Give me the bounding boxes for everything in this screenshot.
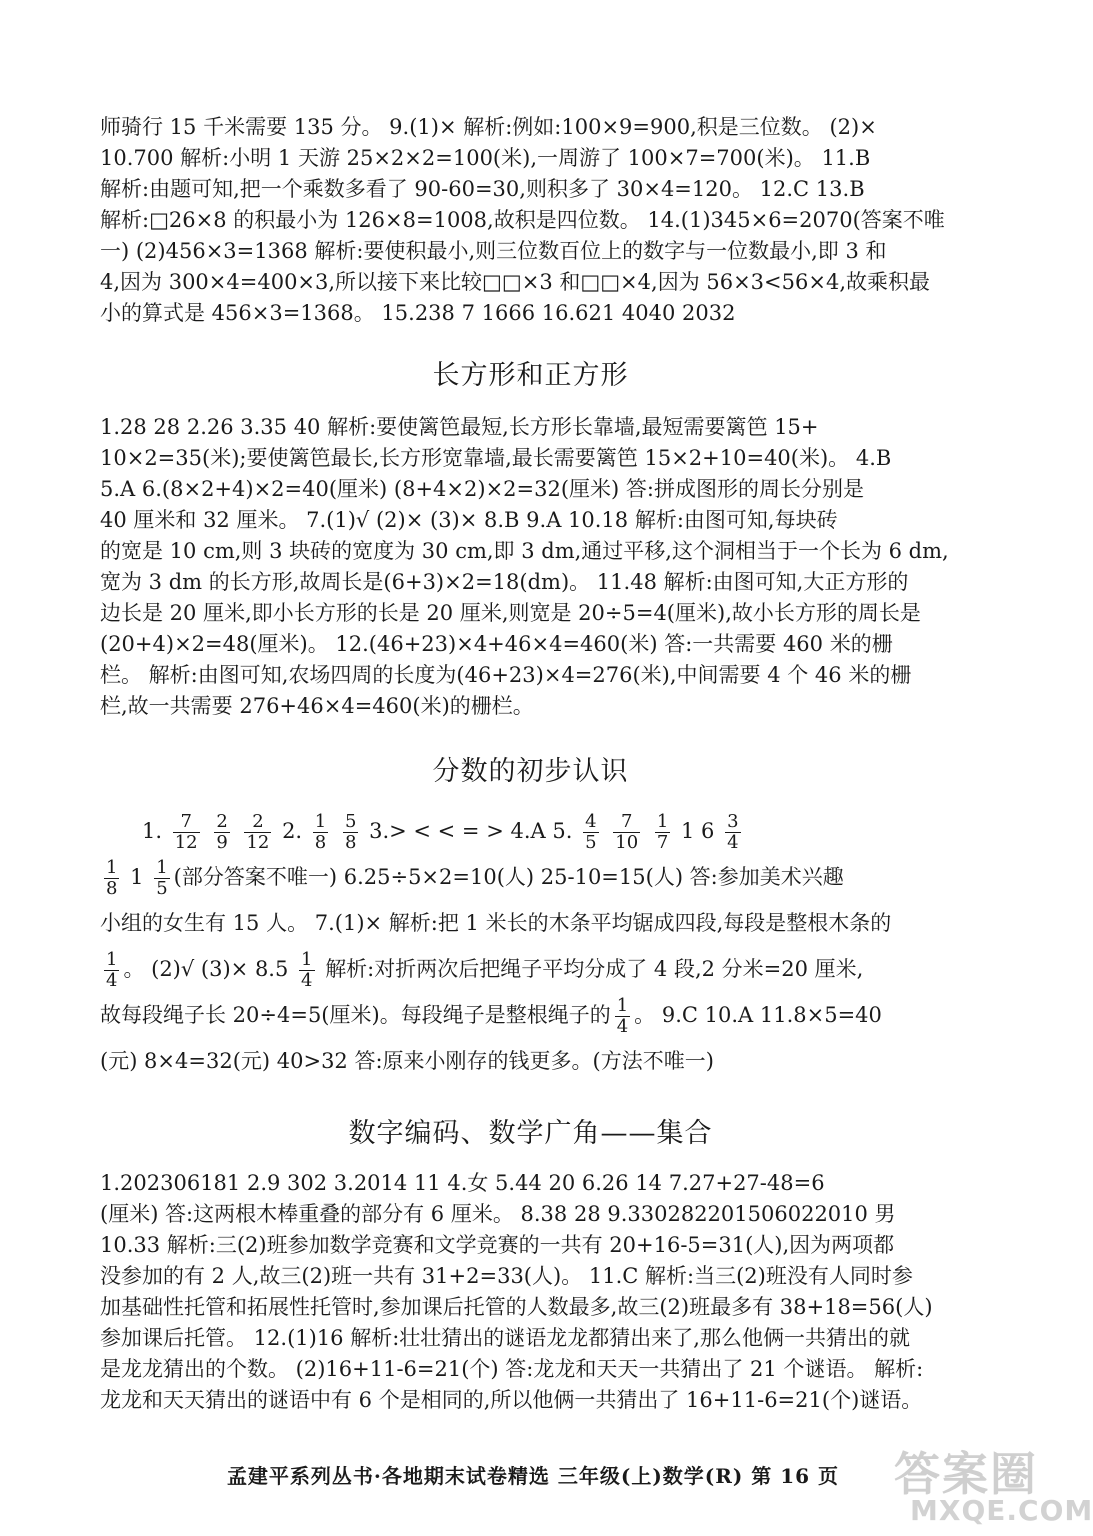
text-line: 小组的女生有 15 人。 7.(1)× 解析:把 1 米长的木条平均锯成四段,每段是整根木条的 <box>100 911 892 935</box>
text-line: 边长是 20 厘米,即小长方形的长是 20 厘米,则宽是 20÷5=4(厘米),故小长方形的周长是 <box>100 601 921 625</box>
text-line: 龙龙和天天猜出的谜语中有 6 个是相同的,所以他俩一共猜出了 16+11-6=21(个)谜语。 <box>100 1388 923 1412</box>
text-line: $\frac{1}{4}$ 。 (2)√ (3)× 8.5 $\frac{1}{4}$ 解析:对折两次后把绳子平均分成了 4 段,2 分米=20 厘米, <box>106 949 864 991</box>
section-heading-rectangle: 长方形和正方形 <box>432 360 629 391</box>
watermark-url: MXQE.COM <box>910 1494 1093 1527</box>
fraction: $\frac{7}{10}$ <box>615 811 639 853</box>
fraction: $\frac{1}{4}$ <box>616 995 629 1037</box>
text-line: 栏,故一共需要 276+46×4=460(米)的栅栏。 <box>100 694 534 718</box>
fraction: $\frac{2}{9}$ <box>216 811 228 853</box>
text-line: 师骑行 15 千米需要 135 分。 9.(1)× 解析:例如:100×9=900,积是三位数。 (2)× <box>100 115 877 139</box>
fraction: $\frac{7}{12}$ <box>174 811 198 853</box>
text-line: 5.A 6.(8×2+4)×2=40(厘米) (8+4×2)×2=32(厘米) 答:拼成图形的周长分别是 <box>100 477 864 501</box>
section-multiplication-answers <box>100 112 966 329</box>
fraction: $\frac{1}{4}$ <box>301 949 313 991</box>
fraction: $\frac{1}{5}$ <box>156 857 168 899</box>
text-line: (20+4)×2=48(厘米)。 12.(46+23)×4+46×4=460(米) 答:一共需要 460 米的栅 <box>100 632 893 656</box>
text-line: 1.28 28 2.26 3.35 40 解析:要使篱笆最短,长方形长靠墙,最短需要篱笆 15+ <box>100 415 819 439</box>
fraction: $\frac{1}{8}$ <box>106 857 118 899</box>
fraction: $\frac{1}{7}$ <box>656 811 669 853</box>
text-line: 4,因为 300×4=400×3,所以接下来比较□□×3 和□□×4,因为 56×3<56×4,故乘积最 <box>100 270 930 294</box>
fraction: $\frac{1}{4}$ <box>106 949 118 991</box>
text-line: 参加课后托管。 12.(1)16 解析:壮壮猜出的谜语龙龙都猜出来了,那么他俩一共猜出的就 <box>100 1326 910 1350</box>
section-coding-answers <box>100 1168 966 1416</box>
text-line: 40 厘米和 32 厘米。 7.(1)√ (2)× (3)× 8.B 9.A 10.18 解析:由图可知,每块砖 <box>100 508 838 532</box>
text-line: 解析:由题可知,把一个乘数多看了 90-60=30,则积多了 30×4=120。 12.C 13.B <box>100 177 865 201</box>
text-line: 10×2=35(米);要使篱笆最长,长方形宽靠墙,最长需要篱笆 15×2+10=40(米)。 4.B <box>100 446 892 470</box>
section-fraction-answers <box>100 808 966 1084</box>
fraction: $\frac{4}{5}$ <box>585 811 597 853</box>
text-line: 一) (2)456×3=1368 解析:要使积最小,则三位数百位上的数字与一位数最小,即 3 和 <box>100 239 887 263</box>
text-line: 没参加的有 2 人,故三(2)班一共有 31+2=33(人)。 11.C 解析:当三(2)班没有人同时参 <box>100 1264 913 1288</box>
watermark-text: 答案圈 <box>894 1447 1038 1501</box>
section-heading-fractions: 分数的初步认识 <box>432 756 629 787</box>
text-line: $\frac{1}{8}$ 1 $\frac{1}{5}$ (部分答案不唯一) 6.25÷5×2=10(人) 25-10=15(人) 答:参加美术兴趣 <box>106 857 844 899</box>
fraction: $\frac{5}{8}$ <box>344 811 357 853</box>
text-line: 栏。 解析:由图可知,农场四周的长度为(46+23)×4=276(米),中间需要 4 个 46 米的栅 <box>100 663 912 687</box>
text-line: 10.700 解析:小明 1 天游 25×2×2=100(米),一周游了 100×7=700(米)。 11.B <box>100 146 871 170</box>
text-line: 10.33 解析:三(2)班参加数学竞赛和文学竞赛的一共有 20+16-5=31(人),因为两项都 <box>100 1233 895 1257</box>
text-line: (元) 8×4=32(元) 40>32 答:原来小刚存的钱更多。(方法不唯一) <box>100 1049 714 1073</box>
section-rectangle-answers <box>100 412 966 722</box>
text-line: 1. $\frac{7}{12}$ $\frac{2}{9}$ $\frac{2}{12}$ 2. $\frac{1}{8}$ $\frac{5}{8}$ 3.> < < = > 4.A 5. $\frac{4}{5}$ $\frac{7}{10}$ $\frac{1}{7}$ 1 6 $\frac{3}{4}$ <box>142 811 739 853</box>
watermark-logo <box>868 1438 1093 1530</box>
text-line: 的宽是 10 cm,则 3 块砖的宽度为 30 cm,即 3 dm,通过平移,这个洞相当于一个长为 6 dm, <box>100 539 949 563</box>
text-line: 解析:□26×8 的积最小为 126×8=1008,故积是四位数。 14.(1)345×6=2070(答案不唯 <box>100 208 945 232</box>
fraction: $\frac{1}{8}$ <box>314 811 327 853</box>
page-footer: 孟建平系列丛书·各地期末试卷精选 三年级(上)数学(R) 第 16 页 <box>226 1464 840 1488</box>
fraction: $\frac{3}{4}$ <box>727 811 739 853</box>
text-line: 1.202306181 2.9 302 3.2014 11 4.女 5.44 20 6.26 14 7.27+27-48=6 <box>100 1171 825 1195</box>
text-line: 是龙龙猜出的个数。 (2)16+11-6=21(个) 答:龙龙和天天一共猜出了 21 个谜语。 解析: <box>100 1357 924 1381</box>
text-line: 加基础性托管和拓展性托管时,参加课后托管的人数最多,故三(2)班最多有 38+18=56(人) <box>100 1295 933 1319</box>
section-heading-number-coding: 数字编码、数学广角——集合 <box>348 1118 713 1149</box>
fraction: $\frac{2}{12}$ <box>246 811 270 853</box>
text-line: 小的算式是 456×3=1368。 15.238 7 1666 16.621 4040 2032 <box>100 301 736 325</box>
text-line: 宽为 3 dm 的长方形,故周长是(6+3)×2=18(dm)。 11.48 解析:由图可知,大正方形的 <box>100 570 909 594</box>
text-line: 故每段绳子长 20÷4=5(厘米)。每段绳子是整根绳子的 $\frac{1}{4}$ 。 9.C 10.A 11.8×5=40 <box>100 995 882 1037</box>
text-line: (厘米) 答:这两根木棒重叠的部分有 6 厘米。 8.38 28 9.330282201506022010 男 <box>100 1202 896 1226</box>
